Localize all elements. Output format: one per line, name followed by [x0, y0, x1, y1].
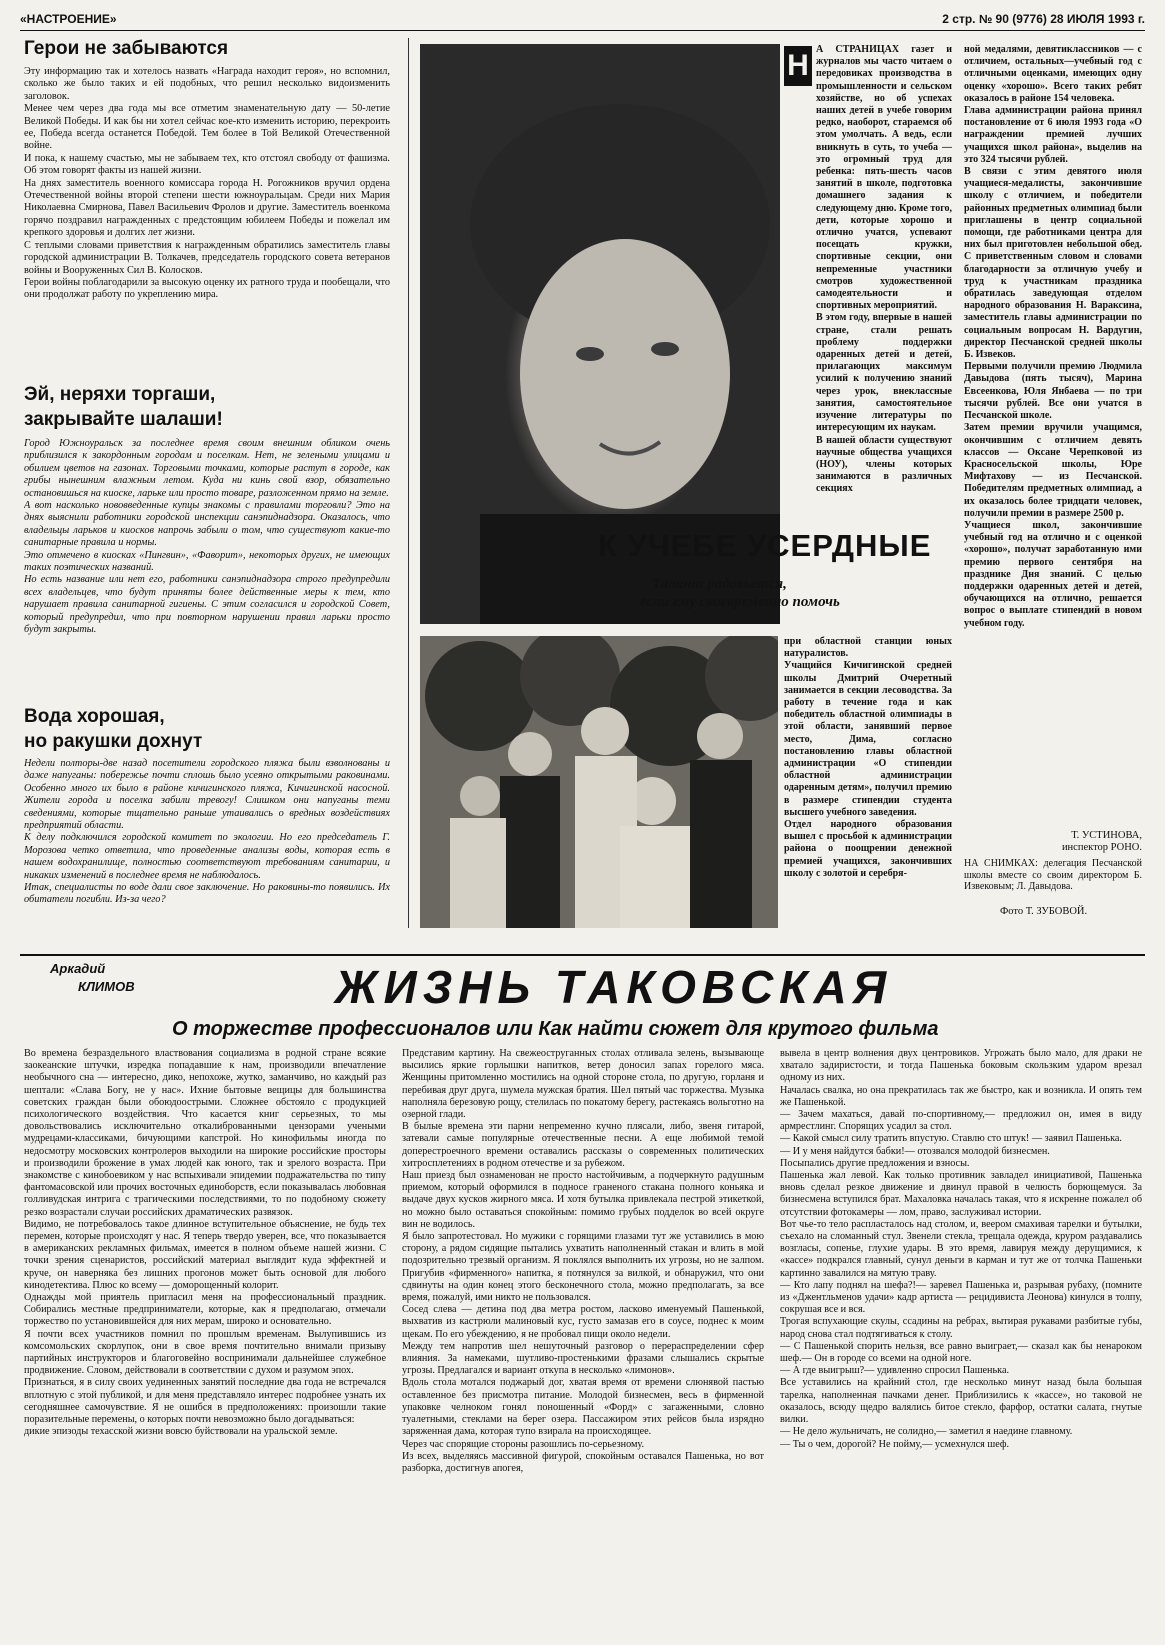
article3-title-line2: но ракушки дохнут	[24, 731, 203, 752]
article4-subtitle-line1: Талант радовьется,	[652, 576, 787, 592]
article2-title-line1: Эй, неряхи торгаши,	[24, 384, 216, 405]
article5-col1: Во времена безраздельного властвования социализма в родной стране всякие заокеанские штучки, изредка попадавшие к нам, производили впечатление необычного сна — интересно, дико, непохоже, жутко, заманчиво, но каждый раз шептали: «Слава Богу, не у нас». Ихние бытовые вещицы для большинства советских граждан были обоюдоострыми. Сложнее обстояло с продукцией психологического воздействия. Что касается книг серьезных, то мы довольствовались исключительно откалиброванными цензорами учеными мудрецами-классиками, бичующими капстрой. Но кинофильмы иногда по недосмотру московских контролеров выходили на широкие российские просторы и производили брожение в умах людей как юного, так и зрелого возраста. При знакомстве с кинобоевиком у нас вспыхивали эпидемии подражательства по типу фантомасовской или прочих восточных единоборств, если показывалась любовная голливудская интрига с трагическими последствиями, то по подобному сюжету резко возрастали случаи российских драматических развязок. Видимо, не потребовалось такое длинное вступительное объяснение, не будь тех перемен, которые происходят у нас. Я теперь твердо уверен, все, что показывается в американских рекламных фильмах, имеется в полном объеме нашей жизни. С точки зрения сценаристов, российский материал выглядит куда эффектней и круче, он наверняка без лишних прогонов может быть основой для любого кинодетектива. Плюс ко всему — доморощенный колорит. Однажды мой приятель пригласил меня на профессиональный праздник. Собирались местные предприниматели, которые, как я предполагаю, отмечали торжество по установившейся для них мерам, широко и основательно. Я почти всех участников помнил по прошлым временам. Вылупившись из комсомольских скорлупок, они в свое время почтительно внимали призыву партийных инструкторов и благоговейно воспринимали дальнейшее служебное продвижение. Словом, действовали в соответствии с духом и разумом эпох. Признаться, я в силу своих уединенных занятий последние два года не встречался вплотную с этой публикой, и для меня представляло интерес подробнее узнать их сегодняшнее самочувствие. Я не ошибся в предположениях: произошли такие поразительные перемены, о которых почти невозможно было догадываться: дикие эпизоды техасской жизни вовсю буйствовали на уральской земле.	[24, 1048, 386, 1438]
article5-subtitle: О торжестве профессионалов или Как найти сюжет для крутого фильма	[172, 1018, 939, 1040]
article1-title: Герои не забываются	[24, 38, 229, 59]
group-illustration	[420, 636, 778, 928]
article4-col2-text: ной медалями, девятиклассников — с отличием, остальных—учебный год с отличными оценками, имеющих одну оценку «хорошо». Всего таких ребят оказалось в районе 154 человека. Глава администрации района принял постановление от 6 июля 1993 года «О награждении премией лучших учащихся школ района», выделив на это 324 тысячи рублей. В связи с этим девятого июля учащиеся-медалисты, закончившие школу с отличием, и победители районных предметных олимпиад были приглашены в центр социальной помощи, где работниками центра для них был приготовлен небольшой обед. С приветственным словом и словами благодарности за отличную учебу и труд к участникам праздника обратилась заведующая отделом народного образования Н. Вараксина, заместитель главы администрации по социальным вопросам Н. Вардугин, директор Песчанской средней школы Б. Извеков. Первыми получили премию Людмила Давыдова (пять тысяч), Марина Евсеенкова, Юля Янбаева — по три тысячи рублей. Все они учатся в Песчанской школе. Затем премии вручили учащимся, окончившим с отличием девять классов — Оксане Черепковой из Красносельской школы, Юре Мифтахову — из Песчанской. Победителям предметных олимпиад, а их оказалось более тридцати человек, получили премии в размере 2500 р. Учащиеся школ, закончившие учебный год на отлично и с оценкой «хорошо», получат заработанную ими премию первого сентября на празднике Дня знаний. С целью поддержки одаренных детей и детей, обучающихся на отлично, решается вопрос о выплате стипендий в новом учебном году.	[964, 44, 1142, 629]
dropcap-letter: Н	[784, 46, 812, 86]
article4-col1-bottom-text: при областной станции юных натуралистов. Учащийся Кичигинской средней школы Дмитрий Очеретный занимается в секции лесоводства. За работу в течение года и как победитель областной олимпиады в этой области, занявший первое место, Дима, согласно постановлению главы областной администрации «О стипендии областной администрации одаренным детям», получил премию в размере стипендии студента высшего учебного заведения. Отдел народного образования вышел с просьбой к администрации района о поощрении денежной премией учащихся, закончивших школу с золотой и серебря-	[784, 636, 952, 879]
group-photo	[420, 636, 778, 928]
article1-body: Эту информацию так и хотелось назвать «Награда находит героя», но вспомнил, сколько же было таких и ей подобных, что решил несколько видоизменить заголовок. Менее чем через два года мы все отметим знаменательную дату — 50-летие Великой Победы. И как бы ни хотел сейчас кое-кто изменить историю, перекроить ее, Победа всегда останется Победой. Тем более в Той Великой Отечественной войне. И пока, к нашему счастью, мы не забываем тех, кто отстоял свободу от фашизма. Об этом говорят факты из нашей жизни. На днях заместитель военного комиссара города Н. Рогожников вручил ордена Отечественной войны второй степени шести южноуральцам. Среди них Мария Николаевна Смирнова, Павел Васильевич Фролов и другие. Заместитель военкома горячо поздравил награжденных с предстоящим юбилеем Победы и пожелал им крепкого здоровья и долгих лет жизни. С теплыми словами приветствия к награжденным обратились заместитель главы городской администрации В. Толкачев, председатель городского совета ветеранов войны и Вооруженных Сил В. Колосков. Герои войны поблагодарили за высокую оценку их ратного труда и пообещали, что они продолжат работу по укреплению мира.	[24, 66, 390, 301]
column-divider	[408, 38, 409, 928]
photo-caption: НА СНИМКАХ: делегация Песчанской школы вместе со своим директором Б. Извековым; Л. Давыдова.	[964, 858, 1142, 893]
article4-col1-top-text: А СТРАНИЦАХ газет и журналов мы часто читаем о передовиках производства в промышленности и сельском хозяйстве, но об успехах наших детей в учебе говорим редко, наоборот, стараемся об этом умолчать. А ведь, если вникнуть в суть, то учеба — это огромный труд для ребенка: пять-шесть часов занятий в школе, подготовка домашнего задания к следующему дню. Кроме того, дети, которые хорошо и отлично учатся, успевают посещать кружки, спортивные секции, они непременные участники смотров художественной самодеятельности и спортивных мероприятий. В этом году, впервые в нашей стране, стали решать проблему поддержки одаренных детей и детей, прилагающих максимум усилий к получению знаний через урок, внеклассные занятия, самостоятельное изучение литературы по интересующим их наукам. В нашей области существуют научные общества учащихся (НОУ), члены которых занимаются в различных секциях	[816, 44, 952, 495]
signature-name: Т. УСТИНОВА,	[1071, 830, 1142, 841]
article5-title: ЖИЗНЬ ТАКОВСКАЯ	[335, 961, 893, 1013]
article3-body: Недели полторы-две назад посетители городского пляжа были взволнованы и даже напуганы: побережье почти сплошь было усеяно открытыми раковинами. Особенно много их было в районе кичигинского пляжа, Кичигинской насосной. Жители города и поселка забили тревогу! Слишком они напуганы теми сведениями, которые тщательно раньше утаивались о вредных воздействиях предприятий области. К делу подключился городской комитет по экологии. Но его председатель Г. Морозова четко ответила, что проведенные анализы воды, которая есть в нашем водохранилище, полностью соответствуют требованиям санитарии, и никаких изменений в последнее время не наблюдалось. Итак, специалисты по воде дали свое заключение. Но раковины-то появились. Их обитатели погибли. Из-за чего?	[24, 758, 390, 906]
article2-title-line2: закрывайте шалаши!	[24, 409, 223, 430]
photo-credit: Фото Т. ЗУБОВОЙ.	[1000, 906, 1088, 917]
header-rule	[20, 30, 1145, 31]
article4-title: К УЧЕБЕ УСЕРДНЫЕ	[598, 528, 932, 563]
article2-body: Город Южноуральск за последнее время своим внешним обликом очень приблизился к закордонным городам и поселкам. Нет, не зелеными улицами и обилием цветов на газонах. Торговыми точками, которые растут в городе, как грибы нынешним влажным летом. Куда ни кинь свой взор, обязательно остановишься на киоске, ларьке или просто товаре, разложенном прямо на земле. А вот насколько нововведенные купцы знакомы с правилами торговли? Это на днях выяснили работники городской инспекции санэпиднадзора. Оказалось, что владельцы ларьков и киосков напрочь забыли о том, что существуют какие-то санитарные правила и нормы. Это отмечено в киосках «Пингвин», «Фаворит», некоторых других, не имеющих таких поэтических названий. Но есть название или нет его, работники санэпиднадзора строго предупредили всех владельцев, что будут приняты более действенные меры к тем, кто нарушает правила санитарной гигиены. С этим согласился и городской Совет, который предупредил, что при повторном нарушении правил ларьки просто будут закрыты.	[24, 438, 390, 636]
issue-info: 2 стр. № 90 (9776) 28 ИЮЛЯ 1993 г.	[942, 12, 1145, 26]
author-last-name: КЛИМОВ	[78, 979, 135, 994]
article4-signature	[964, 830, 1142, 854]
section-name: «НАСТРОЕНИЕ»	[20, 12, 117, 26]
article3-title-line1: Вода хорошая,	[24, 706, 165, 727]
section-rule	[20, 954, 1145, 956]
article5-col3: вывела в центр волнения двух центровиков. Угрожать было мало, для драки не хватало задиристости, и тогда Пашенька боковым скользким ударом врезал одному из них. Началась свалка, но она прекратилась так же быстро, как и возникла. И опять тем же Пашенькой. — Зачем махаться, давай по-спортивному,— предложил он, имея в виду армрестлинг. Спорящих усадил за стол. — Какой смысл силу тратить впустую. Ставлю сто штук! — заявил Пашенька. — И у меня найдутся бабки!— отозвался молодой бизнесмен. Посыпались другие предложения и взносы. Пашенька жал левой. Как только противник завладел инициативой, Пашенька вновь сделал резкое движение и двинул правой в челюсть борющемуся. За бизнесмена вступился брат. Махаловка началась такая, что я искренне пожалел об отсутствии фотокамеры — лом, право, заслуживал истории. Вот чье-то тело распласталось над столом, и, веером смахивая тарелки и бутылки, съехало на сломанный стул. Звенели стекла, трещала одежда, круром раздавались возгласы, сопенье, глухие удары. В это время, лавируя между дерущимися, к «кассе» подкрался главный, сунул деньги в карман и тут же от толчка Пашеньки картинно завалился на мятую траву. — Кто лапу поднял на шефа?!— заревел Пашенька и, разрывая рубаху, (помните из «Джентльменов удачи» кадр артиста — рецидивиста Леонова) кинулся в толпу, сокрушая все и вся. Трогая вспухающие скулы, ссадины на ребрах, вытирая рукавами разбитые губы, народ снова стал подтягиваться к столу. — С Пашенькой спорить нельзя, все равно выиграет,— сказал как бы ненароком шеф.— Он в городе со всеми на одной ноге. — А где выигрыш?— удивленно спросил Пашенька. Все уставились на крайний стол, где несколько минут назад была большая тарелка, наполненная пачками денег. Приблизились к «кассе», но таковой не оказалось, всюду щедро валялись битое стекло, фарфор, остатки салата, гнутые вилки. — Не дело жульничать, не солидно,— заметил я наедине главному. — Ты о чем, дорогой? Не пойму,— усмехнулся шеф.	[780, 1048, 1142, 1450]
signature-role: инспектор РОНО.	[1061, 842, 1142, 853]
article4-subtitle-line2: если ему своевременно помочь	[640, 594, 840, 610]
article4-col1-top	[784, 44, 952, 544]
article5-col2: Представим картину. На свежеоструганных столах отливала зелень, вызывающе высились яркие горлышки напитков, ветер доносил запах горелого мяса. Женщины притомленно мостились на одной стороне стола, по другую, горланя и перебивая друг друга, шумела мужская братия. Шел пятый час торжества. Музыка наполняла березовую рощу, стелилась по покатому берегу, растекаясь вольготно на озерной глади. В былые времена эти парни непременно кучно плясали, либо, звеня гитарой, затевали самые популярные отечественные песни. А еще любимой темой доперестроечного времени оставались рассказы о современных политических хитросплетениях в родном отечестве и за рубежом. Наш приезд был ознаменован не просто настойчивым, а подчеркнуто радушным приемом, который оформился в подносе граненого стакана полного коньяка и выдаче двух кусков жирного мяса. И хотя бутылка привлекала пестрой этикеткой, но можно было оставаться спокойным: помимо грубых подделок во всей округе вин не водилось. Я было запротестовал. Но мужики с горящими глазами тут же уставились в мою сторону, а рядом сидящие пытались ухватить наполненный стакан и влить в мой подозрительно трезвый организм. Я поклялся выполнить их угрозы, но не залпом. Пригубив «фирменного» напитка, я потянулся за вилкой, и обнаружил, что они сдвинуты на один конец этого бесконечного стола, можно предполагать, за все время, пожалуй, ими никто не пользовался. Сосед слева — детина под два метра ростом, ласково именуемый Пашенькой, выхватив из кастрюли малиновый кус, густо замазав его в соусе, поднес к моим щекам. По его убеждению, я не пробовал пищи около недели. Между тем напротив шел нешуточный разговор о перераспределении сфер влияния. За намеками, шутливо-простенькими фразами слышались скрытые угрозы. Предлагался и вариант откупа в несколько «лимонов». Вдоль стола мотался поджарый дог, хватая время от времени слюнявой пастью оставленное без присмотра питание. Молодой бизнесмен, весь в фирменной упаковке челноком гонял поношенный «Форд» с загаженными, словно туалетными, стеклами на берег озера. Пассажиром этих рейсов была изрядно заряженная дама, которая тупо взирала на происходящее. Через час спорящие стороны разошлись по-серьезному. Из всех, выделяясь массивной фигурой, спокойным оставался Пашенька, но вот разборка, достигнув апогея,	[402, 1048, 764, 1474]
author-first-name: Аркадий	[50, 961, 106, 976]
